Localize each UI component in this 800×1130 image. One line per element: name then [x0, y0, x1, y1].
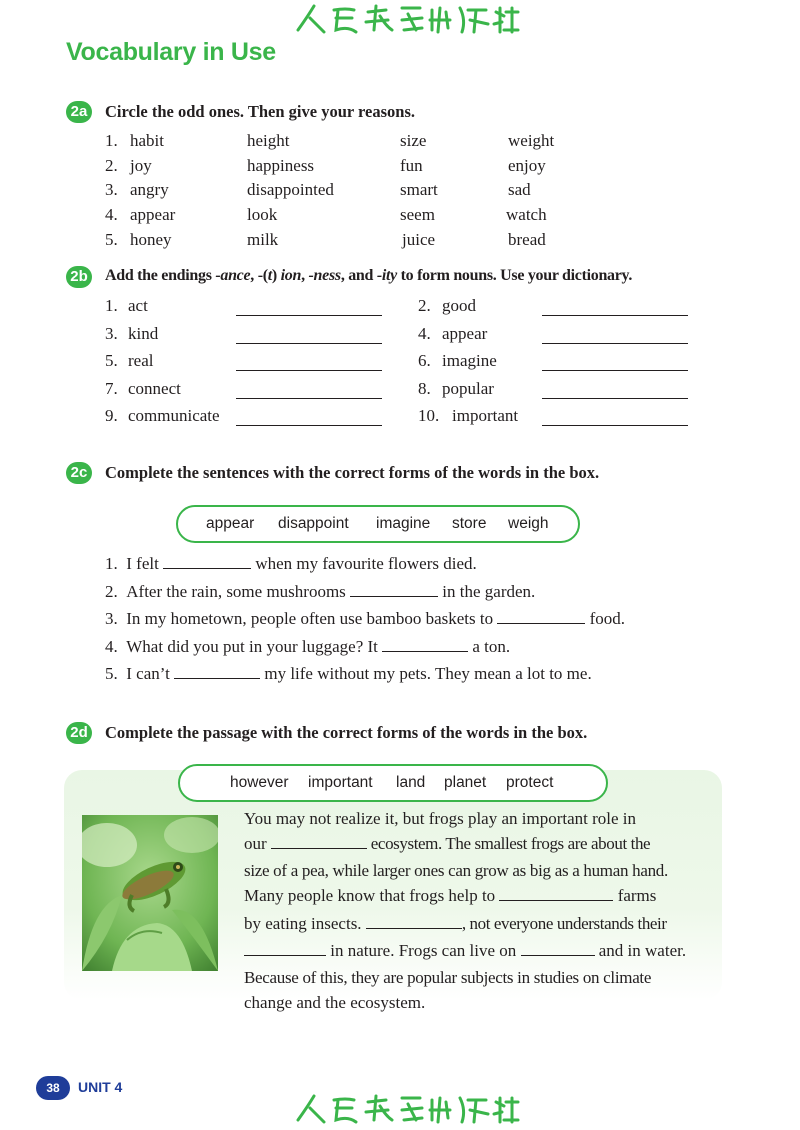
passage-line: Many people know that frogs help to farms [244, 886, 657, 905]
word: watch [506, 205, 547, 224]
passage-line: size of a pea, while larger ones can grow as big as a human hand. [244, 861, 668, 880]
word: size [400, 131, 427, 150]
word-box-2c [176, 505, 580, 543]
item-number: 2. [105, 156, 118, 175]
passage-line: by eating insects. , not everyone understands their [244, 914, 667, 933]
item-number: 4. [418, 324, 431, 343]
answer-blank[interactable] [542, 381, 688, 399]
answer-blank[interactable] [236, 381, 382, 399]
exercise-badge-2c: 2c [66, 462, 92, 484]
answer-blank[interactable] [542, 298, 688, 316]
answer-blank[interactable] [499, 887, 613, 901]
word: fun [400, 156, 423, 175]
word: seem [400, 205, 435, 224]
passage-line: Because of this, they are popular subjects in studies on climate [244, 968, 652, 987]
box-word: however [230, 774, 289, 791]
answer-blank[interactable] [271, 835, 367, 849]
answer-blank[interactable] [174, 665, 260, 679]
answer-blank[interactable] [236, 326, 382, 344]
exercise-2b-instruction: Add the endings -ance, -(t) ion, -ness, and -ity to form nouns. Use your dictionary. [105, 267, 633, 284]
word: act [128, 296, 148, 315]
exercise-badge-2a: 2a [66, 101, 92, 123]
answer-blank[interactable] [236, 408, 382, 426]
item-number: 8. [418, 379, 431, 398]
exercise-2a-row [0, 129, 800, 153]
word: communicate [128, 406, 220, 425]
box-word: land [396, 774, 426, 791]
item-number: 1. [105, 296, 118, 315]
passage-line: change and the ecosystem. [244, 993, 426, 1012]
word: sad [508, 180, 531, 199]
word: joy [130, 156, 152, 175]
item-number: 5. [105, 351, 118, 370]
answer-blank[interactable] [542, 408, 688, 426]
exercise-2c-instruction: Complete the sentences with the correct forms of the words in the box. [105, 463, 600, 482]
answer-blank[interactable] [163, 555, 251, 569]
answer-blank[interactable] [382, 638, 468, 652]
item-number: 1. [105, 131, 118, 150]
word: enjoy [508, 156, 546, 175]
word: real [128, 351, 154, 370]
passage-line: in nature. Frogs can live on and in water. [244, 939, 686, 963]
item-number: 4. [105, 205, 118, 224]
answer-blank[interactable] [236, 298, 382, 316]
answer-blank[interactable] [521, 942, 595, 956]
word: juice [402, 230, 436, 249]
answer-blank[interactable] [497, 610, 585, 624]
box-word: planet [444, 774, 487, 791]
word: popular [442, 379, 494, 398]
item-number: 3. [105, 324, 118, 343]
box-word: imagine [376, 515, 431, 532]
answer-blank[interactable] [366, 915, 462, 929]
item-number: 9. [105, 406, 118, 425]
answer-blank[interactable] [350, 583, 438, 597]
word: appear [130, 205, 176, 224]
box-word: disappoint [278, 515, 349, 532]
word: honey [130, 230, 172, 249]
item-number: 10. [418, 406, 440, 425]
word: disappointed [247, 180, 334, 199]
unit-label: UNIT 4 [78, 1079, 123, 1095]
box-word: important [308, 774, 373, 791]
item-number: 7. [105, 379, 118, 398]
word: angry [130, 180, 169, 199]
word: bread [508, 230, 546, 249]
answer-blank[interactable] [244, 942, 326, 956]
word: important [452, 406, 519, 425]
box-word: store [452, 515, 487, 532]
exercise-2d-instruction: Complete the passage with the correct forms of the words in the box. [105, 723, 588, 742]
exercise-2a-row [0, 154, 800, 178]
exercise-badge-2b: 2b [66, 266, 92, 288]
page-number: 38 [36, 1076, 70, 1100]
frog-photo [82, 815, 218, 971]
word: kind [128, 324, 159, 343]
box-word: protect [506, 774, 554, 791]
word: smart [400, 180, 438, 199]
answer-blank[interactable] [542, 326, 688, 344]
exercise-badge-2d: 2d [66, 722, 92, 744]
box-word: weigh [508, 515, 549, 532]
word: weight [508, 131, 555, 150]
word: happiness [247, 156, 315, 175]
word-box-2d [178, 764, 608, 802]
word: imagine [442, 351, 497, 370]
publisher-logo-top [290, 2, 520, 36]
answer-blank[interactable] [236, 353, 382, 371]
sentence-2c: 5. I can’t my life without my pets. They mean a lot to me. [105, 664, 592, 683]
exercise-2a-row [0, 203, 800, 227]
word: habit [130, 131, 164, 150]
word: connect [128, 379, 181, 398]
word: appear [442, 324, 488, 343]
item-number: 6. [418, 351, 431, 370]
publisher-logo-bottom [290, 1092, 520, 1126]
item-number: 3. [105, 180, 118, 199]
sentence-2c: 2. After the rain, some mushrooms in the garden. [105, 582, 536, 601]
word: good [442, 296, 476, 315]
item-number: 2. [418, 296, 431, 315]
exercise-2a-row [0, 228, 800, 252]
word: look [247, 205, 278, 224]
answer-blank[interactable] [542, 353, 688, 371]
word: milk [247, 230, 279, 249]
sentence-2c: 3. In my hometown, people often use bamboo baskets to food. [105, 609, 626, 628]
item-number: 5. [105, 230, 118, 249]
sentence-2c: 1. I felt when my favourite flowers died. [105, 554, 477, 573]
passage-line: You may not realize it, but frogs play an important role in [244, 809, 637, 828]
sentence-2c: 4. What did you put in your luggage? It a ton. [105, 637, 511, 656]
exercise-2a-row [0, 178, 800, 202]
exercise-2a-instruction: Circle the odd ones. Then give your reasons. [105, 102, 416, 121]
word: height [247, 131, 290, 150]
box-word: appear [206, 515, 255, 532]
page-title: Vocabulary in Use [66, 38, 276, 66]
passage-line: our ecosystem. The smallest frogs are about the [244, 834, 651, 853]
